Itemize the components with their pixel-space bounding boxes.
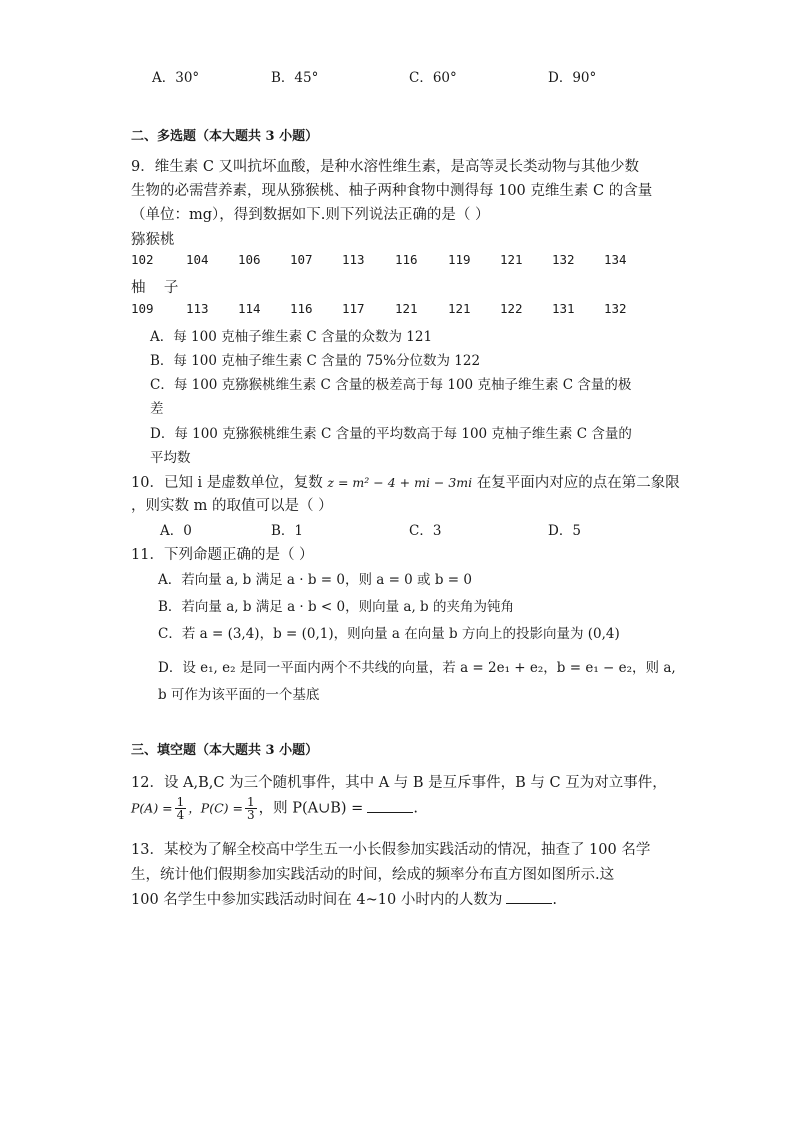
q12-pc-denominator: 3	[246, 808, 255, 822]
q13-answer-blank[interactable]	[506, 891, 552, 904]
q9-stem-line1: 9．维生素 C 又叫抗坏血酸，是种水溶性维生素，是高等灵长类动物与其他少数	[131, 159, 640, 175]
q10-option-c: C．3	[409, 523, 442, 539]
q9-pomelo-label: 柚 子	[131, 280, 179, 296]
pomelo-value: 132	[604, 301, 627, 316]
q13-stem-line3: 100 名学生中参加实践活动时间在 4~10 小时内的人数为 .	[131, 892, 557, 908]
q12-pa-denominator: 4	[176, 808, 185, 822]
q12-pa-fraction	[175, 796, 187, 821]
pomelo-value: 114	[238, 301, 261, 316]
kiwi-value: 119	[448, 252, 471, 267]
q8-option-a: A．30°	[152, 70, 200, 86]
kiwi-value: 107	[290, 252, 313, 267]
q10-option-d: D．5	[548, 523, 581, 539]
pomelo-value: 121	[448, 301, 471, 316]
q13-stem-line1: 13．某校为了解全校高中学生五一小长假参加实践活动的情况，抽查了 100 名学	[131, 842, 651, 858]
q9-stem-line3: （单位：mg），得到数据如下.则下列说法正确的是（ ）	[131, 207, 490, 223]
q13-stem-line2: 生，统计他们假期参加实践活动的时间，绘成的频率分布直方图如图所示.这	[131, 867, 615, 883]
q9-option-b: B．每 100 克柚子维生素 C 含量的 75%分位数为 122	[150, 353, 481, 369]
q9-option-c-line2: 差	[150, 401, 164, 417]
q9-option-a: A．每 100 克柚子维生素 C 含量的众数为 121	[150, 329, 433, 345]
kiwi-value: 113	[342, 252, 365, 267]
q13-stem-text: 100 名学生中参加实践活动时间在 4~10 小时内的人数为	[131, 892, 503, 908]
q10-stem-line1	[131, 471, 680, 492]
q10-formula: z = m² − 4 + mi − 3mi	[327, 475, 473, 490]
q12-stem-line1: 12．设 A,B,C 为三个随机事件，其中 A 与 B 是互斥事件，B 与 C 互为对立事件，	[131, 775, 667, 791]
q12-pa-numerator: 1	[176, 795, 185, 809]
q11-option-a: A．若向量 a, b 满足 a · b = 0，则 a = 0 或 b = 0	[158, 572, 472, 588]
q8-option-b: B．45°	[271, 70, 319, 86]
q11-option-d-line2: b 可作为该平面的一个基底	[158, 687, 320, 703]
q11-stem: 11．下列命题正确的是（ ）	[131, 547, 314, 563]
q9-pomelo-values-row	[131, 301, 671, 319]
pomelo-value: 116	[290, 301, 313, 316]
q12-tail: ，则 P(A∪B) =	[258, 800, 364, 817]
pomelo-value: 122	[500, 301, 523, 316]
section-title-multiple-choice: 二、多选题（本大题共 3 小题）	[131, 129, 319, 144]
pomelo-value: 113	[186, 301, 209, 316]
q9-stem-line2: 生物的必需营养素，现从猕猴桃、柚子两种食物中测得每 100 克维生素 C 的含量	[131, 183, 653, 199]
pomelo-value: 121	[395, 301, 418, 316]
q11-option-c: C．若 a = (3,4)，b = (0,1)，则向量 a 在向量 b 方向上的投影向量为 (0,4)	[158, 626, 620, 642]
pomelo-value: 131	[552, 301, 575, 316]
pomelo-value: 117	[342, 301, 365, 316]
q9-option-c-line1: C．每 100 克猕猴桃维生素 C 含量的极差高于每 100 克柚子维生素 C 含量的极	[150, 377, 632, 393]
q10-stem-prefix: 10．已知 i 是虚数单位，复数	[131, 475, 328, 491]
section-title-fill-in: 三、填空题（本大题共 3 小题）	[131, 743, 319, 758]
q9-option-d-line1: D．每 100 克猕猴桃维生素 C 含量的平均数高于每 100 克柚子维生素 C 含量的	[150, 426, 632, 442]
q12-pa-label: P(A) =	[131, 800, 173, 816]
q12-pc-label: ，P(C) =	[188, 800, 243, 816]
q12-answer-blank[interactable]	[367, 800, 413, 813]
kiwi-value: 104	[186, 252, 209, 267]
q10-option-a: A．0	[160, 523, 192, 539]
q9-kiwi-label: 猕猴桃	[131, 232, 175, 248]
q12-pc-numerator: 1	[246, 795, 255, 809]
pomelo-value: 109	[131, 301, 154, 316]
q10-stem-line2: ，则实数 m 的取值可以是（ ）	[131, 498, 333, 514]
kiwi-value: 132	[552, 252, 575, 267]
kiwi-value: 102	[131, 252, 154, 267]
q9-kiwi-values-row	[131, 252, 671, 270]
q9-option-d-line2: 平均数	[150, 450, 191, 466]
q11-option-b: B．若向量 a, b 满足 a · b < 0，则向量 a, b 的夹角为钝角	[158, 599, 514, 615]
q12-pc-fraction	[245, 796, 257, 821]
q8-option-c: C．60°	[409, 70, 457, 86]
q8-option-d: D．90°	[548, 70, 597, 86]
kiwi-value: 134	[604, 252, 627, 267]
q11-option-d-line1: D．设 e₁, e₂ 是同一平面内两个不共线的向量，若 a = 2e₁ + e₂，b = e₁ − e₂，则 a,	[158, 660, 676, 676]
kiwi-value: 121	[500, 252, 523, 267]
kiwi-value: 106	[238, 252, 261, 267]
q12-stem-line2: P(A) = $\frac{1}{4}$ ，P(C) = $\frac{1}{3}$ ，则 P(A∪B) = .	[131, 795, 418, 822]
q10-stem-suffix: 在复平面内对应的点在第二象限	[472, 475, 680, 491]
q10-option-b: B．1	[271, 523, 304, 539]
kiwi-value: 116	[395, 252, 418, 267]
